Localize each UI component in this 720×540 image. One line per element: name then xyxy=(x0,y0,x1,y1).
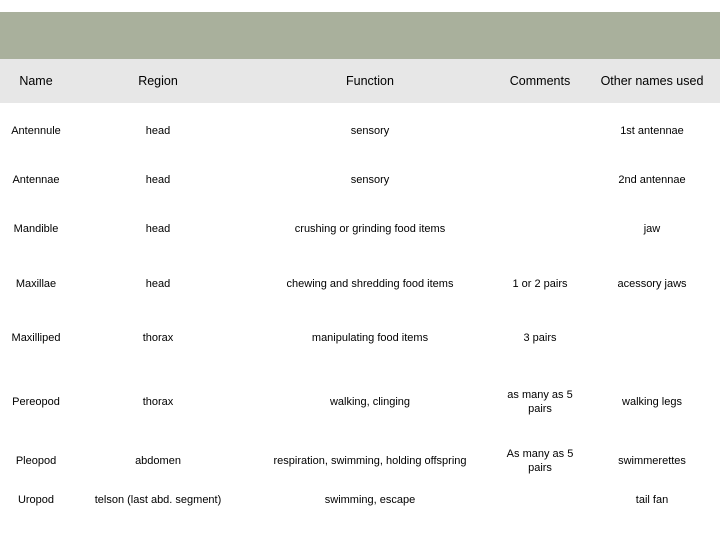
table-row xyxy=(0,365,720,439)
cell-name: Mandible xyxy=(13,223,59,235)
cell-other-names: 2nd antennae xyxy=(618,174,686,186)
header-region: Region xyxy=(138,74,178,88)
header-name: Name xyxy=(19,74,53,88)
table-row xyxy=(0,201,720,257)
table-row xyxy=(0,439,720,483)
cell-region: thorax xyxy=(142,396,174,408)
cell-name: Uropod xyxy=(17,494,55,506)
cell-region: head xyxy=(145,174,171,186)
cell-region: head xyxy=(145,223,171,235)
cell-name: Pereopod xyxy=(12,396,60,408)
cell-other-names: 1st antennae xyxy=(620,125,684,137)
cell-function: sensory xyxy=(350,174,390,186)
cell-function: manipulating food items xyxy=(311,332,429,344)
header-function: Function xyxy=(346,74,394,88)
cell-function: crushing or grinding food items xyxy=(294,223,446,235)
cell-comments: 3 pairs xyxy=(523,332,557,344)
table-row xyxy=(0,483,720,517)
cell-function: walking, clinging xyxy=(329,396,411,408)
cell-region: thorax xyxy=(142,332,174,344)
header-comments: Comments xyxy=(509,74,571,88)
cell-name: Maxillae xyxy=(15,278,57,290)
table-row xyxy=(0,159,720,201)
table-row xyxy=(0,311,720,365)
cell-region: abdomen xyxy=(135,455,181,467)
table-row xyxy=(0,103,720,159)
cell-comments: As many as 5 pairs xyxy=(506,448,574,474)
cell-comments: as many as 5 pairs xyxy=(507,389,573,415)
title-bar xyxy=(0,12,720,59)
table-header-row xyxy=(0,59,720,103)
appendage-table xyxy=(0,59,720,517)
cell-other-names: swimmerettes xyxy=(618,455,686,467)
cell-name: Pleopod xyxy=(15,455,57,467)
cell-function: respiration, swimming, holding offspring xyxy=(273,455,467,467)
cell-other-names: tail fan xyxy=(635,494,669,506)
cell-other-names: jaw xyxy=(643,223,661,235)
cell-name: Antennule xyxy=(11,125,61,137)
cell-region: head xyxy=(145,278,171,290)
table-row xyxy=(0,257,720,311)
cell-region: telson (last abd. segment) xyxy=(94,494,222,506)
cell-other-names: acessory jaws xyxy=(617,278,687,290)
header-other-names: Other names used xyxy=(600,74,704,88)
cell-function: swimming, escape xyxy=(324,494,416,506)
cell-comments: 1 or 2 pairs xyxy=(512,278,568,290)
cell-name: Antennae xyxy=(12,174,60,186)
cell-function: chewing and shredding food items xyxy=(286,278,454,290)
cell-region: head xyxy=(145,125,171,137)
cell-function: sensory xyxy=(350,125,390,137)
cell-name: Maxilliped xyxy=(11,332,61,344)
cell-other-names: walking legs xyxy=(622,396,682,408)
